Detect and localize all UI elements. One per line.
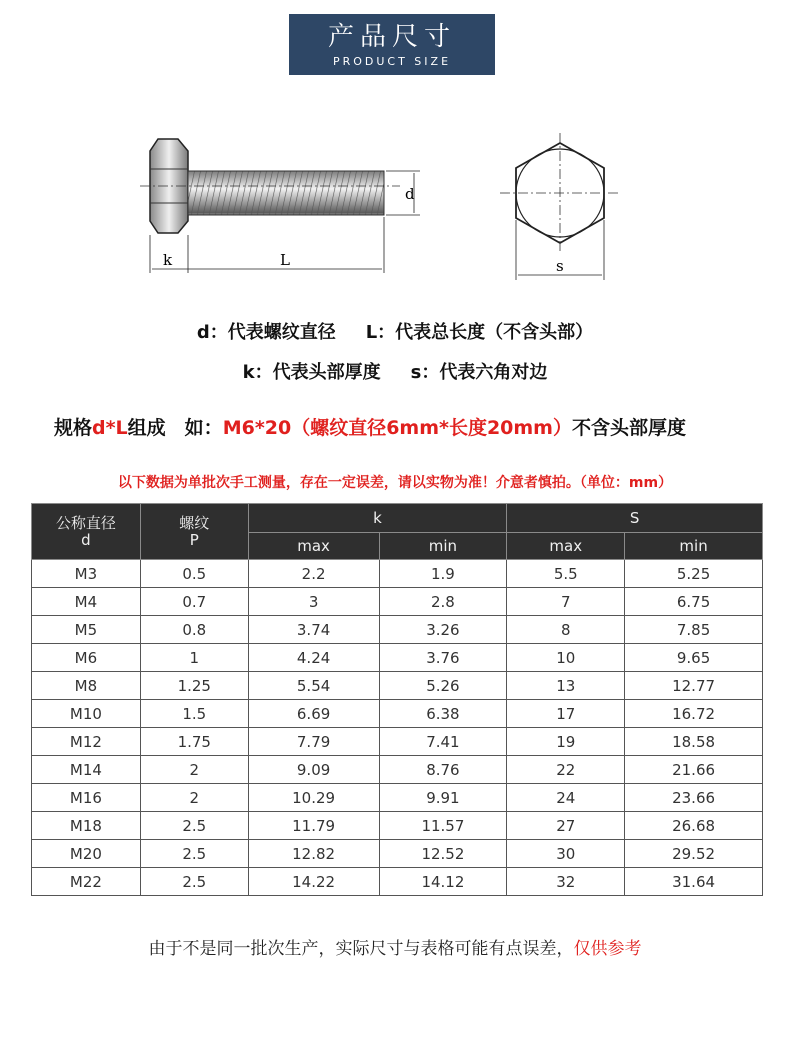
table-cell: 14.12: [379, 868, 507, 896]
table-row: [32, 588, 763, 616]
table-cell: 6.69: [248, 700, 379, 728]
table-row: [32, 840, 763, 868]
table-cell: M10: [32, 700, 141, 728]
table-cell: 12.52: [379, 840, 507, 868]
table-cell: 0.7: [140, 588, 248, 616]
table-cell: 12.77: [625, 672, 763, 700]
size-table: [31, 503, 763, 896]
table-cell: 11.57: [379, 812, 507, 840]
table-cell: 7.79: [248, 728, 379, 756]
table-cell: 11.79: [248, 812, 379, 840]
legend-k: k：代表头部厚度: [242, 362, 381, 383]
table-cell: 27: [507, 812, 625, 840]
header-k-min: min: [379, 533, 507, 560]
table-cell: 24: [507, 784, 625, 812]
table-cell: 3.76: [379, 644, 507, 672]
table-cell: 2.5: [140, 868, 248, 896]
table-row: [32, 728, 763, 756]
table-cell: 7.85: [625, 616, 763, 644]
section-title-box: [289, 14, 495, 75]
bolt-diagram: [120, 125, 640, 295]
table-cell: 0.5: [140, 560, 248, 588]
table-cell: M4: [32, 588, 141, 616]
bolt-shank: [188, 171, 384, 215]
dim-label-L: L: [280, 251, 290, 269]
table-cell: 8: [507, 616, 625, 644]
table-cell: 29.52: [625, 840, 763, 868]
section-subtitle: PRODUCT SIZE: [332, 55, 452, 68]
header-k-max: max: [248, 533, 379, 560]
table-cell: 6.75: [625, 588, 763, 616]
table-cell: 10: [507, 644, 625, 672]
table-cell: 3.74: [248, 616, 379, 644]
table-cell: M3: [32, 560, 141, 588]
table-cell: M8: [32, 672, 141, 700]
table-cell: 17: [507, 700, 625, 728]
spec-explanation: 规格d*L组成 如：M6*20（螺纹直径6mm*长度20mm）不含头部厚度: [54, 417, 686, 439]
table-cell: 2.5: [140, 840, 248, 868]
table-row: [32, 784, 763, 812]
table-cell: 9.09: [248, 756, 379, 784]
table-cell: 3.26: [379, 616, 507, 644]
bolt-head-front: [500, 133, 620, 253]
table-cell: 5.5: [507, 560, 625, 588]
header-s-min: min: [625, 533, 763, 560]
table-cell: 23.66: [625, 784, 763, 812]
table-row: [32, 812, 763, 840]
table-cell: 9.65: [625, 644, 763, 672]
table-cell: 21.66: [625, 756, 763, 784]
table-cell: 6.38: [379, 700, 507, 728]
table-cell: 5.26: [379, 672, 507, 700]
measurement-notice: 以下数据为单批次手工测量，存在一定误差，请以实物为准！介意者慎拍。（单位：mm）: [117, 475, 673, 491]
table-cell: M12: [32, 728, 141, 756]
table-row: [32, 616, 763, 644]
header-s: S: [507, 504, 763, 533]
table-cell: M14: [32, 756, 141, 784]
footer-note: 由于不是同一批次生产，实际尺寸与表格可能有点误差，仅供参考: [148, 939, 642, 959]
section-title: 产品尺寸: [327, 22, 456, 52]
table-cell: 5.25: [625, 560, 763, 588]
legend-line-1: [0, 318, 790, 344]
table-row: [32, 868, 763, 896]
table-cell: 19: [507, 728, 625, 756]
legend-L: L：代表总长度（不含头部）: [365, 322, 594, 343]
table-cell: 31.64: [625, 868, 763, 896]
table-cell: 30: [507, 840, 625, 868]
table-cell: 10.29: [248, 784, 379, 812]
table-cell: 4.24: [248, 644, 379, 672]
table-row: [32, 560, 763, 588]
table-cell: 2.5: [140, 812, 248, 840]
table-cell: 16.72: [625, 700, 763, 728]
table-cell: 1.75: [140, 728, 248, 756]
table-cell: 14.22: [248, 868, 379, 896]
table-cell: M16: [32, 784, 141, 812]
table-cell: 0.8: [140, 616, 248, 644]
table-cell: 12.82: [248, 840, 379, 868]
table-cell: M22: [32, 868, 141, 896]
header-nominal-diameter: 公称直径 d: [32, 504, 141, 560]
table-row: [32, 756, 763, 784]
table-cell: 26.68: [625, 812, 763, 840]
table-cell: 5.54: [248, 672, 379, 700]
table-cell: 3: [248, 588, 379, 616]
table-cell: 7.41: [379, 728, 507, 756]
table-cell: M20: [32, 840, 141, 868]
table-row: [32, 700, 763, 728]
table-cell: 18.58: [625, 728, 763, 756]
table-cell: 1.5: [140, 700, 248, 728]
legend-line-2: [0, 358, 790, 384]
table-cell: 2.8: [379, 588, 507, 616]
legend-s: s：代表六角对边: [410, 362, 548, 383]
table-row: [32, 672, 763, 700]
header-s-max: max: [507, 533, 625, 560]
table-cell: 7: [507, 588, 625, 616]
table-cell: 32: [507, 868, 625, 896]
table-cell: M18: [32, 812, 141, 840]
dim-label-s: s: [556, 257, 564, 275]
table-cell: 13: [507, 672, 625, 700]
table-cell: 2: [140, 756, 248, 784]
table-cell: M5: [32, 616, 141, 644]
table-cell: 22: [507, 756, 625, 784]
table-cell: 2: [140, 784, 248, 812]
table-cell: 8.76: [379, 756, 507, 784]
table-row: [32, 644, 763, 672]
dim-label-k: k: [163, 251, 173, 269]
header-k: k: [248, 504, 507, 533]
table-cell: 9.91: [379, 784, 507, 812]
legend-d: d：代表螺纹直径: [196, 322, 336, 343]
table-cell: 2.2: [248, 560, 379, 588]
table-cell: 1.9: [379, 560, 507, 588]
table-cell: 1.25: [140, 672, 248, 700]
dim-label-d: d: [405, 185, 415, 203]
header-pitch: 螺纹 P: [140, 504, 248, 560]
table-cell: M6: [32, 644, 141, 672]
table-cell: 1: [140, 644, 248, 672]
